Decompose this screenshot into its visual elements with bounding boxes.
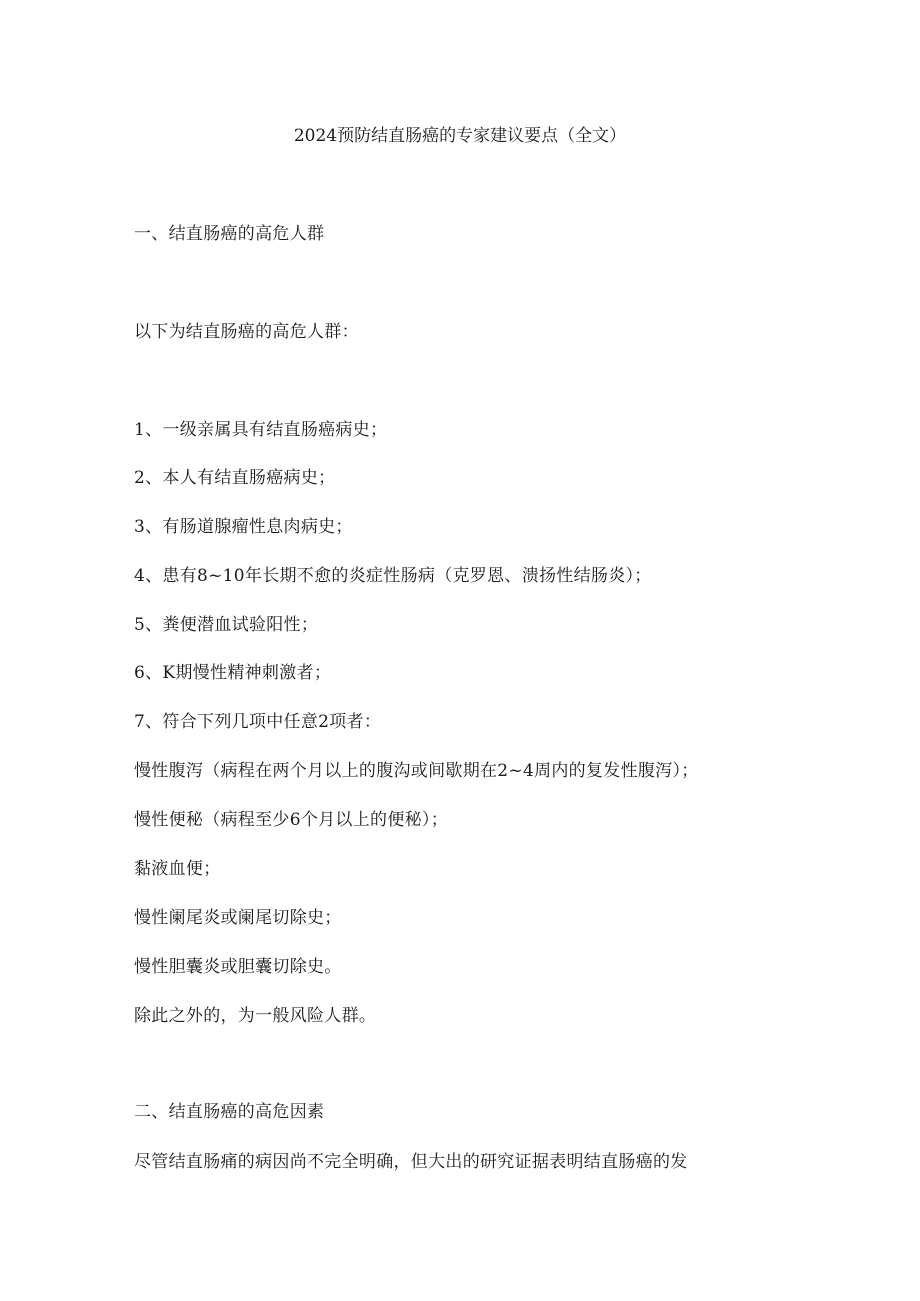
sub-list-item: 慢性腹泻（病程在两个月以上的腹沟或间歇期在2~4周内的复发性腹泻）； [134,761,699,781]
section1-closing: 除此之外的，为一般风险人群。 [134,1006,377,1026]
section2-heading: 二、结直肠癌的高危因素 [134,1102,325,1122]
sub-list-item: 慢性胆囊炎或胆囊切除史。 [134,957,342,977]
list-item: 7、符合下列几项中任意2项者： [134,712,382,732]
list-item: 3、有肠道腺瘤性息肉病史； [134,517,353,537]
list-item: 4、患有8~10年长期不愈的炎症性肠病（克罗恩、溃扬性结肠炎）； [134,566,652,586]
list-item: 2、本人有结直肠癌病史； [134,468,336,488]
sub-list-item: 黏液血便； [134,859,221,879]
list-item: 5、粪便潜血试验阳性； [134,615,319,635]
section2-paragraph: 尽管结直肠痛的病因尚不完全明确，但大出的研究证据表明结直肠癌的发 [134,1152,688,1172]
document-title: 2024预防结直肠癌的专家建议要点（全文） [293,126,627,146]
list-item: 1、一级亲属具有结直肠癌病史； [134,420,388,440]
sub-list-item: 慢性便秘（病程至少6个月以上的便秘）； [134,810,449,830]
sub-list-item: 慢性阑尾炎或阑尾切除史； [134,908,342,928]
section1-intro: 以下为结直肠癌的高危人群： [134,322,359,342]
list-item: 6、K期慢性精神刺激者； [134,663,332,683]
section1-heading: 一、结直肠癌的高危人群 [134,224,325,244]
